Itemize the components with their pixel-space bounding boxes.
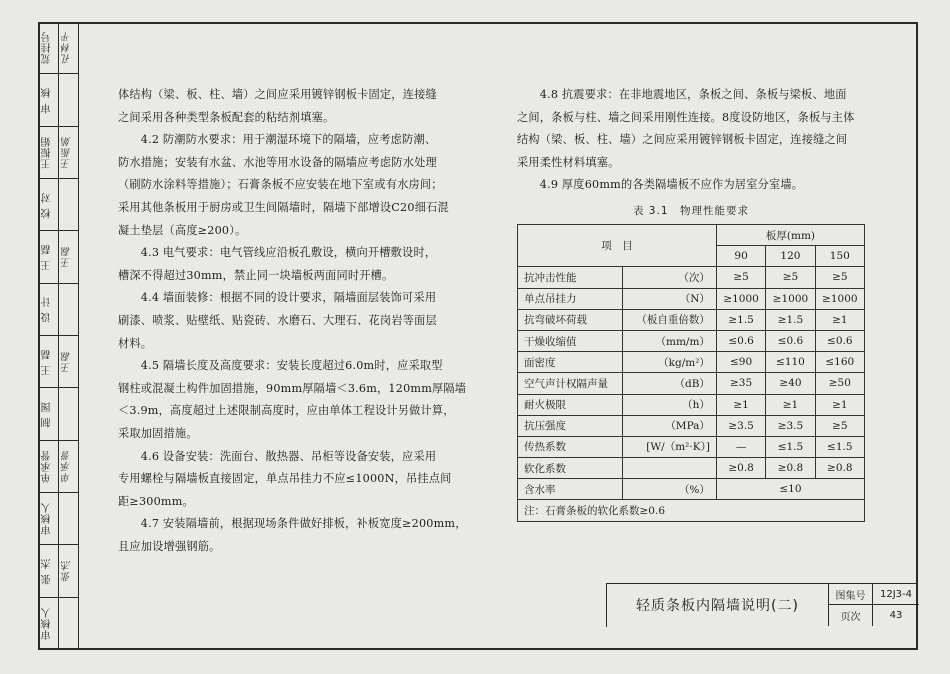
approval-signature-cell bbox=[59, 74, 79, 125]
approval-cell bbox=[38, 441, 78, 493]
text-line: 4.2 防潮防水要求：用于潮湿环境下的隔墙，应考虑防潮、 bbox=[118, 133, 437, 147]
value-90: ≥5 bbox=[716, 267, 765, 288]
property-unit: （N） bbox=[623, 288, 717, 309]
table-row bbox=[518, 352, 865, 373]
approval-label-cell bbox=[38, 441, 59, 492]
value-120: ≤110 bbox=[766, 352, 815, 373]
text-line: 凝土垫层（高度≥200）。 bbox=[118, 223, 247, 237]
left-text-column bbox=[118, 84, 486, 558]
page-number: 43 bbox=[889, 610, 903, 621]
approval-label-cell bbox=[38, 336, 59, 387]
property-name: 抗压强度 bbox=[518, 415, 623, 436]
approval-label-cell bbox=[38, 74, 59, 125]
approval-label: 审核人 bbox=[41, 502, 53, 536]
table-row bbox=[518, 267, 865, 288]
value-120: ≥5 bbox=[766, 267, 815, 288]
text-line: 之间，条板与柱、墙之间采用刚性连接。8度设防地区，条板与主体 bbox=[517, 110, 855, 124]
property-unit bbox=[623, 458, 717, 479]
property-unit: （%） bbox=[623, 479, 717, 500]
title-block bbox=[606, 583, 918, 627]
text-line: 之间采用各种类型条板配套的粘结剂填塞。 bbox=[118, 110, 335, 124]
approval-signature-cell bbox=[59, 22, 79, 73]
value-120: ≥40 bbox=[766, 373, 815, 394]
text-line: 专用螺栓与隔墙板直接固定，单点吊挂力不应≤1000N，吊挂点间 bbox=[118, 472, 452, 486]
value-90: ≤90 bbox=[716, 352, 765, 373]
text-line: 材料。 bbox=[118, 336, 153, 350]
text-line: （刷防水涂料等措施）；石膏条板不应安装在地下室或有水房间； bbox=[118, 178, 443, 192]
approval-label-cell bbox=[38, 545, 59, 596]
drawing-title: 轻质条板内隔墙说明(二) bbox=[607, 584, 829, 626]
text-line: 钢柱或混凝土构件加固措施，90mm厚隔墙＜3.6m，120mm厚隔墙 bbox=[118, 381, 467, 395]
text-line: 体结构（梁、板、柱、墙）之间应采用镀锌钢板卡固定，连接缝 bbox=[118, 88, 437, 101]
value-150: ≥1000 bbox=[815, 288, 864, 309]
text-line: 采用其他条板用于厨房或卫生间隔墙时，隔墙下部增设C20细石混 bbox=[118, 200, 449, 214]
value-90: ≥1 bbox=[716, 394, 765, 415]
property-name: 传热系数 bbox=[518, 436, 623, 457]
approval-cell bbox=[38, 336, 78, 388]
property-unit: （mm/m） bbox=[623, 330, 717, 351]
value-90: ≥1.5 bbox=[716, 309, 765, 330]
text-line: 4.9 厚度60mm的各类隔墙板不应作为居室分室墙。 bbox=[517, 178, 804, 192]
approval-label: 校 对 bbox=[41, 191, 53, 218]
approval-signature-cell bbox=[59, 127, 79, 178]
thickness-150: 150 bbox=[815, 246, 864, 267]
approval-signature-cell bbox=[59, 441, 79, 492]
moisture-value: ≤10 bbox=[716, 479, 864, 500]
approval-label-cell bbox=[38, 22, 59, 73]
approval-label: 设 计 bbox=[41, 296, 53, 323]
approval-label: 张 杰 bbox=[41, 557, 53, 585]
approval-label-cell bbox=[38, 493, 59, 544]
table-note: 注：石膏条板的软化系数≥0.6 bbox=[518, 500, 865, 521]
approval-strip bbox=[38, 22, 78, 650]
approval-label: 王 磊 bbox=[41, 243, 53, 271]
table-row bbox=[518, 458, 865, 479]
property-unit: [W/（m²·K）] bbox=[623, 436, 717, 457]
signature: 王振娟 bbox=[62, 135, 74, 169]
table-row bbox=[518, 415, 865, 436]
value-150: ≥50 bbox=[815, 373, 864, 394]
property-unit: （MPa） bbox=[623, 415, 717, 436]
approval-signature-cell bbox=[59, 284, 79, 335]
approval-label-cell bbox=[38, 231, 59, 282]
value-90: ≥3.5 bbox=[716, 415, 765, 436]
table-row bbox=[518, 330, 865, 351]
approval-cell bbox=[38, 598, 78, 650]
approval-label-cell bbox=[38, 284, 59, 335]
signature: 孔林平 bbox=[62, 31, 74, 65]
value-90: ≥35 bbox=[716, 373, 765, 394]
table-row bbox=[518, 309, 865, 330]
value-150: ≥5 bbox=[815, 415, 864, 436]
value-120: ≥1.5 bbox=[766, 309, 815, 330]
text-line: 4.5 隔墙长度及高度要求：安装长度超过6.0m时，应采取型 bbox=[118, 359, 443, 373]
text-line: 4.7 安装隔墙前，根据现场条件做好排板，补板宽度≥200mm， bbox=[118, 517, 467, 531]
approval-cell bbox=[38, 231, 78, 283]
approval-label-cell bbox=[38, 127, 59, 178]
text-line: 采取加固措施。 bbox=[118, 426, 198, 440]
text-line: 采用柔性材料填塞。 bbox=[517, 155, 620, 169]
atlas-label: 图集号 bbox=[829, 584, 873, 605]
approval-cell bbox=[38, 284, 78, 336]
value-120: ≤1.5 bbox=[766, 436, 815, 457]
approval-cell bbox=[38, 22, 78, 74]
property-name: 抗冲击性能 bbox=[518, 267, 623, 288]
atlas-number: 12J3-4 bbox=[873, 584, 919, 605]
thickness-header: 板厚(mm) bbox=[716, 225, 864, 246]
text-line: 结构（梁、板、柱、墙）之间应采用镀锌钢板卡固定，连接缝之间 bbox=[517, 133, 848, 147]
page-label: 页次 bbox=[829, 605, 873, 626]
note-row bbox=[518, 500, 865, 521]
approval-label: 制 图 bbox=[41, 400, 53, 428]
approval-cell bbox=[38, 74, 78, 126]
text-line: 4.6 设备安装：洗面台、散热器、吊柜等设备安装，应采用 bbox=[118, 449, 437, 463]
value-120: ≥1 bbox=[766, 394, 815, 415]
signature: 张杰 bbox=[62, 559, 74, 582]
property-unit: （kg/m²） bbox=[623, 352, 717, 373]
value-150: ≤0.6 bbox=[815, 330, 864, 351]
approval-label: 审 核 bbox=[41, 86, 53, 114]
property-unit: （dB） bbox=[623, 373, 717, 394]
value-90: — bbox=[716, 436, 765, 457]
approval-signature-cell bbox=[59, 545, 79, 596]
text-line: 距≥300mm。 bbox=[118, 494, 194, 508]
right-text-column bbox=[517, 84, 867, 197]
value-150: ≤160 bbox=[815, 352, 864, 373]
property-name: 单点吊挂力 bbox=[518, 288, 623, 309]
table-row bbox=[518, 436, 865, 457]
approval-label: 单承誉 bbox=[41, 449, 53, 483]
property-name: 抗弯破坏荷载 bbox=[518, 309, 623, 330]
text-line: 4.4 墙面装修：根据不同的设计要求，隔墙面层装饰可采用 bbox=[118, 291, 437, 305]
property-name: 耐火极限 bbox=[518, 394, 623, 415]
value-120: ≥1000 bbox=[766, 288, 815, 309]
text-line: 刷漆、喷浆、贴壁纸、贴瓷砖、水磨石、大理石、花岗岩等面层 bbox=[118, 313, 437, 327]
signature: 单承誉 bbox=[62, 449, 74, 483]
signature: 王磊 bbox=[62, 350, 74, 373]
approval-cell bbox=[38, 179, 78, 231]
property-name: 面密度 bbox=[518, 352, 623, 373]
approval-label: 荒挂号 bbox=[41, 31, 53, 65]
text-line: 且应加设增强钢筋。 bbox=[118, 539, 221, 553]
thickness-90: 90 bbox=[716, 246, 765, 267]
approval-label: 审核人 bbox=[41, 606, 53, 640]
approval-label-cell bbox=[38, 388, 59, 439]
text-line: 4.8 抗震要求：在非地震地区，条板之间、条板与梁板、地面 bbox=[517, 88, 847, 101]
moisture-row bbox=[518, 479, 865, 500]
property-name: 含水率 bbox=[518, 479, 623, 500]
property-unit: （h） bbox=[623, 394, 717, 415]
value-150: ≥0.8 bbox=[815, 458, 864, 479]
approval-signature-cell bbox=[59, 598, 79, 649]
text-line: 防水措施；安装有水盆、水池等用水设备的隔墙应考虑防水处理 bbox=[118, 155, 437, 169]
signature: 王磊 bbox=[62, 245, 74, 268]
property-name: 空气声计权隔声量 bbox=[518, 373, 623, 394]
approval-signature-cell bbox=[59, 336, 79, 387]
property-name: 干燥收缩值 bbox=[518, 330, 623, 351]
value-150: ≥1 bbox=[815, 309, 864, 330]
approval-cell bbox=[38, 388, 78, 440]
table-row bbox=[518, 288, 865, 309]
property-unit: （板自重倍数） bbox=[623, 309, 717, 330]
value-120: ≤0.6 bbox=[766, 330, 815, 351]
value-150: ≤1.5 bbox=[815, 436, 864, 457]
property-unit: （次） bbox=[623, 267, 717, 288]
value-120: ≥0.8 bbox=[766, 458, 815, 479]
table-title: 表 3.1 物理性能要求 bbox=[632, 205, 750, 217]
table-header-row bbox=[518, 225, 865, 246]
value-90: ≤0.6 bbox=[716, 330, 765, 351]
value-90: ≥1000 bbox=[716, 288, 765, 309]
approval-label: 王振娟 bbox=[41, 135, 53, 169]
approval-signature-cell bbox=[59, 493, 79, 544]
text-line: ＜3.9m，高度超过上述限制高度时，应由单体工程设计另做计算， bbox=[118, 404, 455, 418]
value-150: ≥1 bbox=[815, 394, 864, 415]
value-90: ≥0.8 bbox=[716, 458, 765, 479]
value-120: ≥3.5 bbox=[766, 415, 815, 436]
text-line: 槽深不得超过30mm，禁止同一块墙板两面同时开槽。 bbox=[118, 268, 394, 282]
approval-cell bbox=[38, 493, 78, 545]
text-line: 4.3 电气要求：电气管线应沿板孔敷设，横向开槽敷设时， bbox=[118, 246, 437, 260]
item-header: 项 目 bbox=[518, 225, 717, 267]
approval-label-cell bbox=[38, 598, 59, 649]
physical-properties-table bbox=[517, 224, 865, 522]
approval-signature-cell bbox=[59, 179, 79, 230]
table-row bbox=[518, 373, 865, 394]
approval-cell bbox=[38, 545, 78, 597]
approval-cell bbox=[38, 127, 78, 179]
thickness-120: 120 bbox=[766, 246, 815, 267]
value-150: ≥5 bbox=[815, 267, 864, 288]
approval-label-cell bbox=[38, 179, 59, 230]
property-name: 软化系数 bbox=[518, 458, 623, 479]
table-row bbox=[518, 394, 865, 415]
approval-label: 王 磊 bbox=[41, 348, 53, 375]
approval-signature-cell bbox=[59, 231, 79, 282]
approval-signature-cell bbox=[59, 388, 79, 439]
